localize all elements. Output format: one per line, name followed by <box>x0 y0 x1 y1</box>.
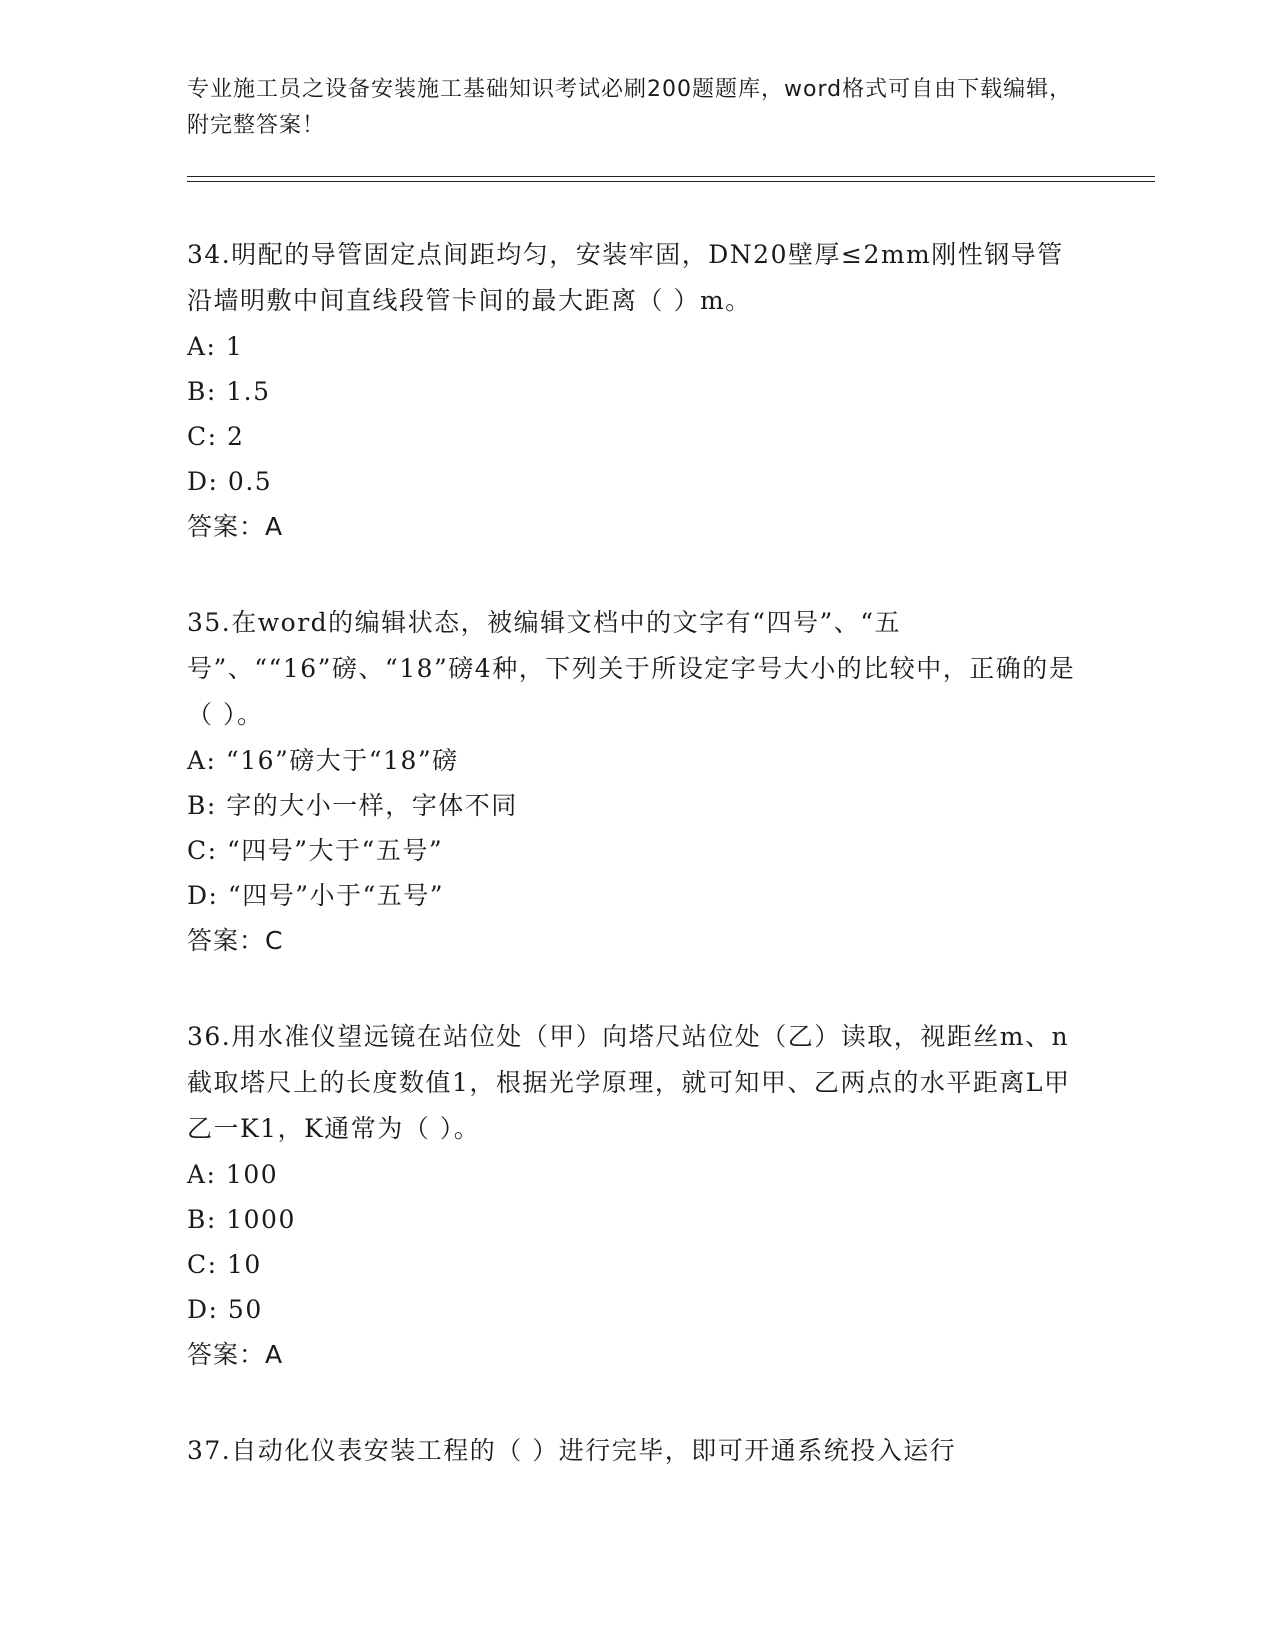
question-text: 37.自动化仪表安装工程的（ ）进行完毕，即可开通系统投入运行 <box>187 1436 957 1465</box>
option-a: A: 1 <box>187 332 244 361</box>
document-header: 专业施工员之设备安装施工基础知识考试必刷200题题库，word格式可自由下载编辑，附完整答案！ <box>187 77 1073 138</box>
question-text: 35.在word的编辑状态，被编辑文档中的文字有“四号”、“五号”、““16”磅、“18”磅4种，下列关于所设定字号大小的比较中，正确的是（ ）。 <box>187 608 1076 729</box>
header-divider-bottom <box>187 181 1155 182</box>
option-d: D: 50 <box>187 1295 263 1324</box>
question-36 <box>187 1014 1087 1378</box>
question-text: 34.明配的导管固定点间距均匀，安装牢固，DN20壁厚≤2mm刚性钢导管沿墙明敷中间直线段管卡间的最大距离（ ）m。 <box>187 240 1064 315</box>
option-a: A: “16”磅大于“18”磅 <box>187 746 459 775</box>
option-c: C: “四号”大于“五号” <box>187 836 444 865</box>
header-divider-top <box>187 176 1155 177</box>
question-text: 36.用水准仪望远镜在站位处（甲）向塔尺站位处（乙）读取，视距丝m、n截取塔尺上的长度数值1，根据光学原理，就可知甲、乙两点的水平距离L甲乙一K1，K通常为（ ）。 <box>187 1022 1071 1143</box>
option-c: C: 2 <box>187 422 245 451</box>
answer: 答案：A <box>187 1340 284 1369</box>
option-a: A: 100 <box>187 1160 279 1189</box>
question-35 <box>187 600 1087 964</box>
option-d: D: “四号”小于“五号” <box>187 881 445 910</box>
option-c: C: 10 <box>187 1250 262 1279</box>
option-d: D: 0.5 <box>187 467 273 496</box>
question-37 <box>187 1428 1087 1474</box>
option-b: B: 1.5 <box>187 377 271 406</box>
question-list <box>187 232 1087 1524</box>
question-34 <box>187 232 1087 550</box>
answer: 答案：A <box>187 512 284 541</box>
option-b: B: 字的大小一样，字体不同 <box>187 791 518 820</box>
answer: 答案：C <box>187 926 284 955</box>
option-b: B: 1000 <box>187 1205 296 1234</box>
